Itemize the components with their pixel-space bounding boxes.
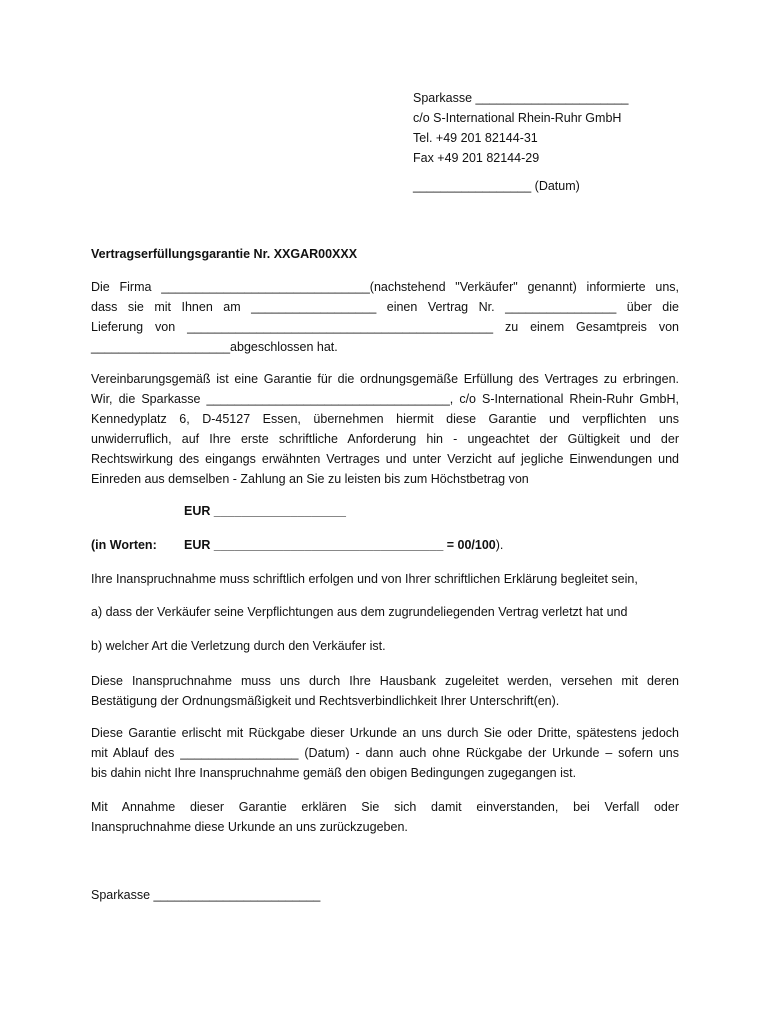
sender-fax-line: Fax +49 201 82144-29 [413,151,540,165]
condition-b-text: b) welcher Art die Verletzung durch den Verkäufer ist. [91,639,386,653]
guarantee-line-5: Rechtswirkung des eingangs erwähnten Vertrages und unter Verzicht auf jegliche Einwendungen und [91,452,679,466]
guarantee-line-6: Einreden aus demselben - Zahlung an Sie zu leisten bis zum Höchstbetrag von [91,472,529,486]
house-bank-line-2: Bestätigung der Ordnungsmäßigkeit und Rechtsverbindlichkeit Ihrer Unterschrift(en). [91,694,560,708]
house-bank-line-1: Diese Inanspruchnahme muss uns durch Ihre Hausbank zugeleitet werden, versehen mit deren [91,674,679,688]
expiry-line-3: bis dahin nicht Ihre Inanspruchnahme gemäß den obigen Bedingungen zugegangen ist. [91,766,577,780]
sender-co-line: c/o S-International Rhein-Ruhr GmbH [413,111,622,125]
sender-phone-line: Tel. +49 201 82144-31 [413,131,538,145]
guarantee-line-4: unwiderruflich, auf Ihre erste schriftliche Anforderung hin - ungeachtet der Gültigkeit und der [91,432,679,446]
date-line: _________________ (Datum) [413,179,580,193]
expiry-line-1: Diese Garantie erlischt mit Rückgabe dieser Urkunde an uns durch Sie oder Dritte, spätestens jedoch [91,726,679,740]
sender-address-block [413,88,713,168]
amount-row [184,501,346,521]
condition-a-text: a) dass der Verkäufer seine Verpflichtungen aus dem zugrundeliegenden Vertrag verletzt hat und [91,605,628,619]
in-words-label: (in Worten: [91,538,157,552]
sender-bank-line: Sparkasse ______________________ [413,91,629,105]
signature-line: Sparkasse ________________________ [91,888,321,902]
guarantee-paragraph [91,369,679,489]
claim-text: Ihre Inanspruchnahme muss schriftlich erfolgen und von Ihrer schriftlichen Erklärung begleitet sein, [91,572,638,586]
intro-line-2: dass sie mit Ihnen am __________________ einen Vertrag Nr. ________________ über die [91,300,679,314]
intro-paragraph [91,277,679,357]
intro-line-4: ____________________abgeschlossen hat. [91,340,338,354]
expiry-line-2: mit Ablauf des _________________ (Datum) - dann auch ohne Rückgabe der Urkunde – sofern uns [91,746,679,760]
guarantee-line-3: Kennedyplatz 6, D-45127 Essen, übernehmen hiermit diese Garantie und verpflichten uns [91,412,679,426]
house-bank-paragraph [91,671,679,711]
in-words-text: EUR _________________________________ = 00/100 [184,538,496,552]
condition-b [91,636,679,656]
condition-a [91,602,679,622]
guarantee-line-2: Wir, die Sparkasse ___________________________________, c/o S-International Rhein-Ruhr GmbH, [91,392,679,406]
amount-in-words-row [91,535,503,555]
acceptance-paragraph [91,797,679,837]
amount-currency: EUR [184,504,211,518]
document-title: Vertragserfüllungsgarantie Nr. XXGAR00XXX [91,247,358,261]
acceptance-line-2: Inanspruchnahme diese Urkunde an uns zurückzugeben. [91,820,408,834]
claim-paragraph [91,569,679,589]
amount-blank: ___________________ [213,504,346,518]
intro-line-3: Lieferung von ____________________________________________ zu einem Gesamtpreis von [91,320,679,334]
intro-line-1: Die Firma ______________________________(nachstehend "Verkäufer" genannt) informierte uns, [91,280,679,294]
in-words-suffix: ). [495,538,504,552]
acceptance-line-1: Mit Annahme dieser Garantie erklären Sie sich damit einverstanden, bei Verfall oder [91,800,679,814]
expiry-paragraph [91,723,679,783]
guarantee-line-1: Vereinbarungsgemäß ist eine Garantie für die ordnungsgemäße Erfüllung des Vertrages zu erbringen. [91,372,679,386]
